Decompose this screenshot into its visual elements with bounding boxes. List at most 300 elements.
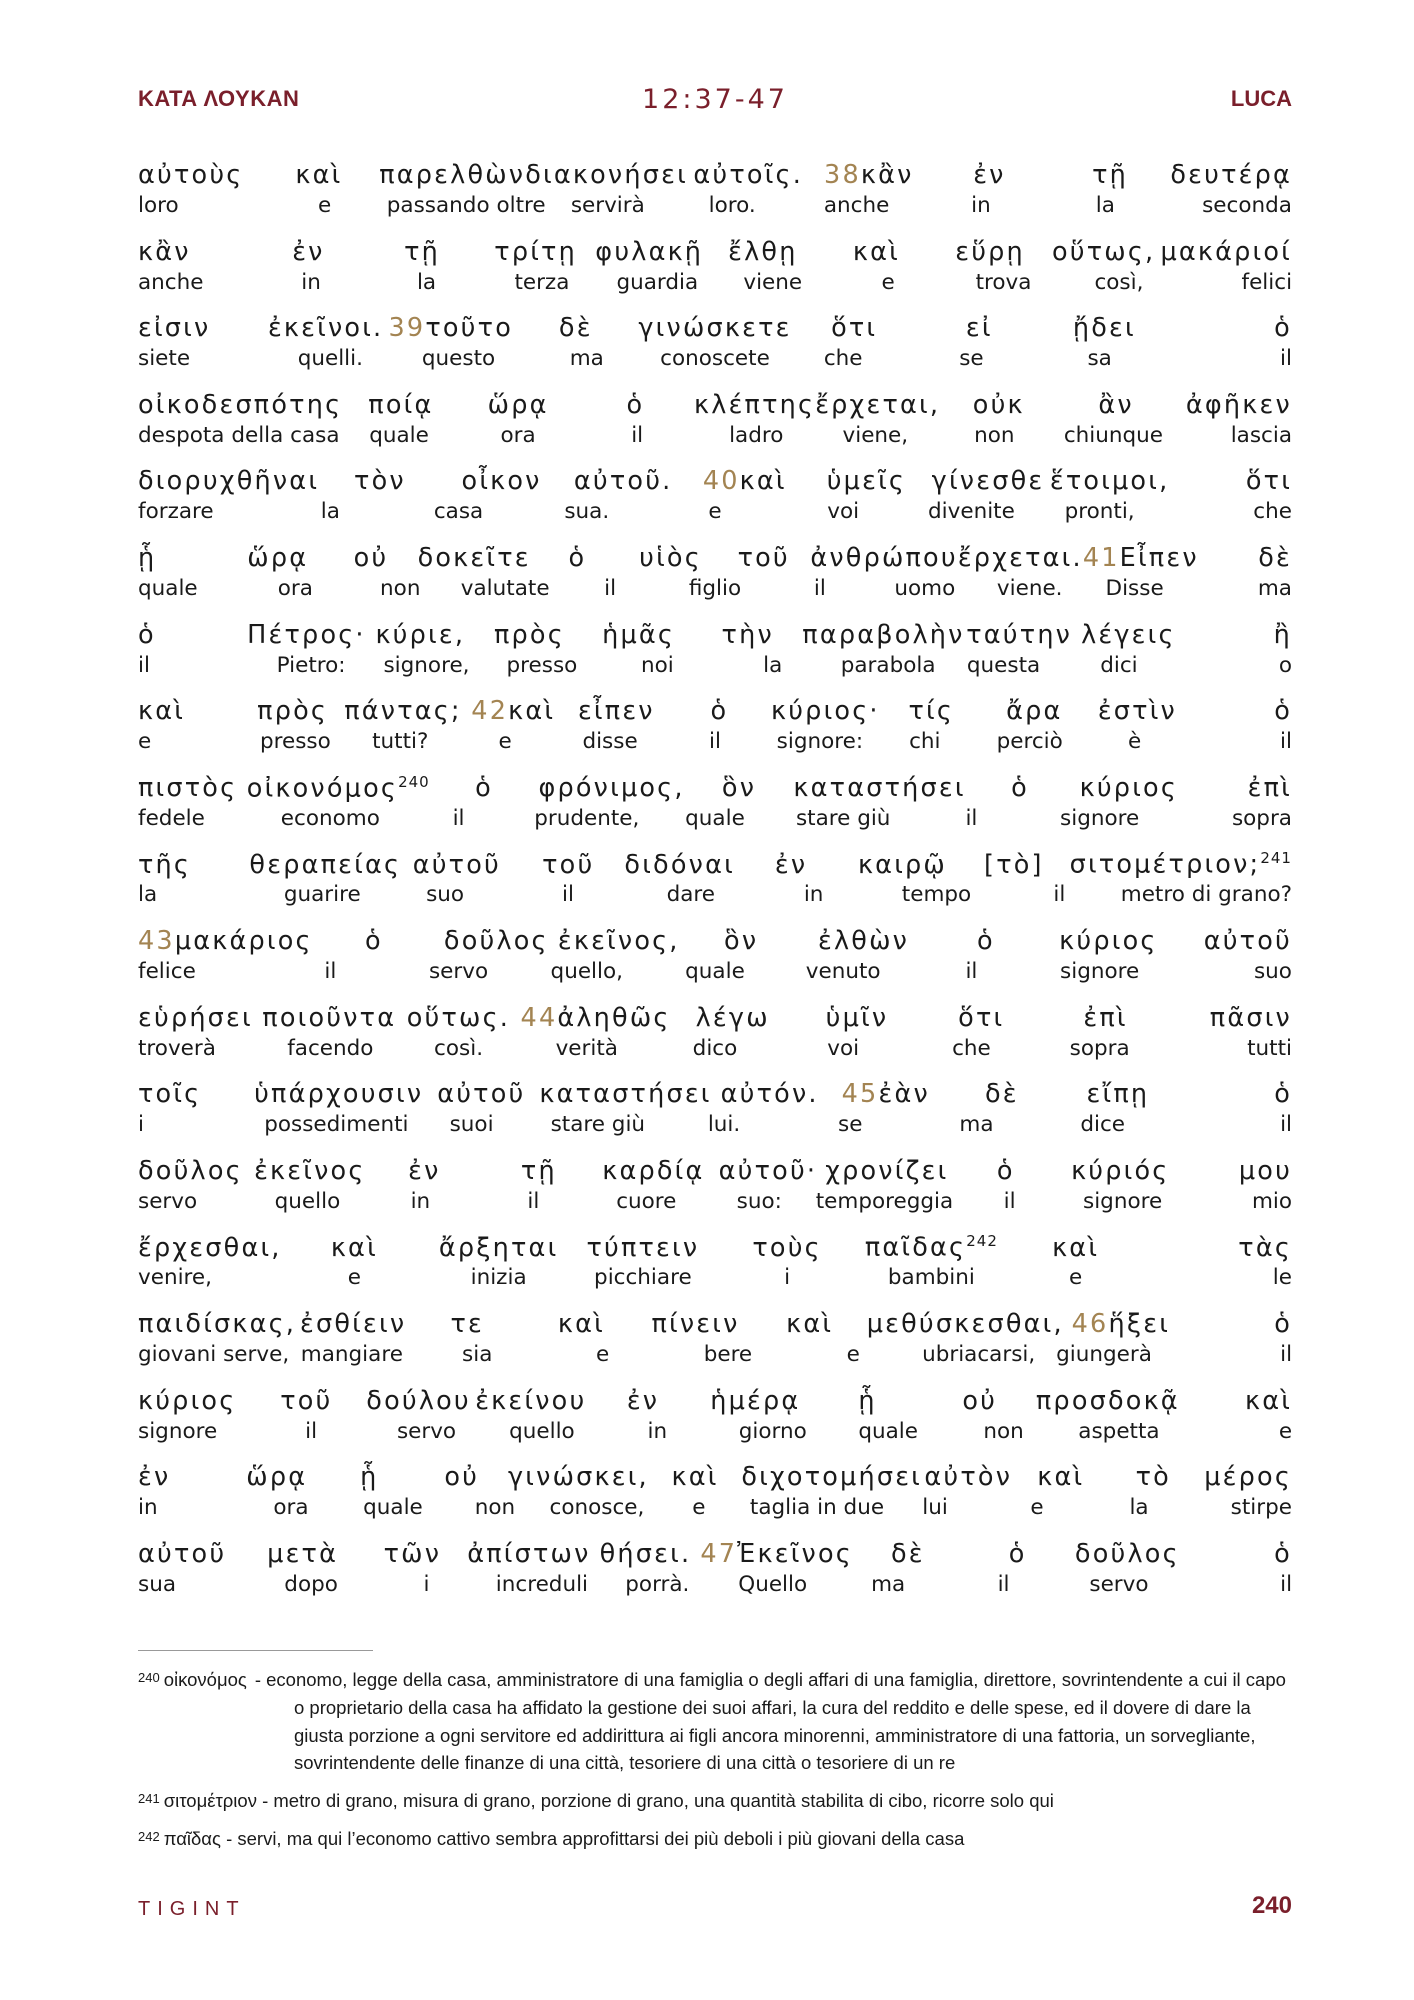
italian-word: non <box>474 1495 516 1521</box>
greek-word: τοῖς <box>138 1079 202 1110</box>
italian-word: dopo <box>284 1571 338 1597</box>
interlinear-line <box>138 390 1292 467</box>
italian-word: sa <box>1087 346 1112 372</box>
italian-word: suo <box>1253 958 1292 984</box>
greek-word: [τὸ] <box>984 849 1044 880</box>
italian-word: possedimenti <box>264 1112 409 1138</box>
italian-word: pronti, <box>1064 499 1135 525</box>
italian-word: venuto <box>805 958 881 984</box>
greek-word: θήσει. <box>599 1538 692 1569</box>
italian-word: il <box>324 958 337 984</box>
greek-word: τῶν <box>383 1538 442 1569</box>
greek-word: κλέπτης <box>694 389 816 420</box>
italian-word: valutate <box>460 575 550 601</box>
footnotes <box>138 1666 1298 1863</box>
verse-number: 40 <box>702 466 740 497</box>
italian-line <box>138 959 1292 989</box>
greek-word: αὐτοῖς. <box>693 160 804 190</box>
italian-word: prudente, <box>534 805 640 831</box>
italian-word: in <box>301 269 321 295</box>
greek-word: ἄρξηται <box>438 1232 559 1263</box>
interlinear-line <box>138 1232 1292 1309</box>
interlinear-line <box>138 1386 1292 1463</box>
italian-word: lascia <box>1230 422 1293 448</box>
italian-word: chiunque <box>1063 422 1164 448</box>
italian-word: non <box>983 1418 1024 1444</box>
italian-word: suo <box>426 882 465 908</box>
greek-word: ὃν <box>721 773 757 804</box>
greek-word: ἂν <box>1098 389 1134 420</box>
italian-word: lui. <box>707 1112 741 1138</box>
italian-word: quale <box>685 958 745 984</box>
italian-line <box>138 1189 1292 1219</box>
italian-word: è <box>1127 729 1142 755</box>
greek-line <box>138 1462 1292 1496</box>
italian-word: quale <box>369 422 429 448</box>
greek-word: ἀνθρώπου <box>810 542 958 573</box>
greek-word: καρδίᾳ <box>602 1155 705 1186</box>
greek-word: ἄρα <box>1006 696 1063 727</box>
greek-word: ἐσθίειν <box>300 1308 407 1339</box>
greek-word: εὑρήσει <box>138 1002 253 1033</box>
italian-word: giovani serve, <box>138 1341 290 1367</box>
italian-word: e <box>881 269 895 295</box>
italian-word: tempo <box>901 882 972 908</box>
greek-word: ἐν <box>626 1385 660 1416</box>
italian-word: verità <box>555 1035 618 1061</box>
italian-word: il <box>561 882 574 908</box>
greek-word: ὥρᾳ <box>487 389 549 420</box>
greek-word: ὁ <box>1008 1538 1027 1569</box>
italian-word: il <box>1280 1571 1293 1597</box>
italian-word: e <box>138 729 152 755</box>
greek-word: ἔλθῃ <box>728 236 798 267</box>
greek-word: φυλακῇ <box>595 236 704 267</box>
italian-word: il <box>138 652 150 678</box>
verse-number: 47 <box>700 1538 738 1569</box>
greek-word: δὲ <box>558 313 593 344</box>
italian-line <box>138 499 1292 529</box>
italian-word: che <box>952 1035 991 1061</box>
interlinear-line <box>138 620 1292 697</box>
italian-line <box>138 270 1292 300</box>
italian-word: dare <box>666 882 715 908</box>
greek-word: 45ἐὰν <box>841 1079 930 1110</box>
greek-word: τύπτειν <box>586 1232 700 1263</box>
italian-word: despota della casa <box>138 422 340 448</box>
book-title-greek: ΚΑΤΑ ΛΟΥΚΑΝ <box>138 86 300 111</box>
italian-word: in <box>803 882 824 908</box>
italian-word: e <box>317 193 332 218</box>
greek-word: τοῦ <box>280 1385 333 1416</box>
greek-word: ὁ <box>710 696 729 727</box>
greek-word: ποιοῦντα <box>262 1002 397 1033</box>
greek-word: ὁ <box>996 1155 1015 1186</box>
italian-word: signore <box>1060 805 1140 831</box>
greek-word: ὁ <box>1274 1538 1292 1569</box>
greek-word: δοῦλος <box>443 925 549 956</box>
italian-word: e <box>498 729 512 755</box>
italian-word: sua. <box>564 499 610 525</box>
greek-word: ποίᾳ <box>368 389 434 420</box>
greek-word: δοῦλος <box>1074 1538 1180 1569</box>
italian-word: questa <box>966 652 1041 678</box>
italian-word: quale <box>363 1495 423 1521</box>
greek-word: δούλου <box>366 1385 471 1416</box>
italian-word: in <box>971 193 991 218</box>
footnote-term: οἰκονόμος <box>163 1669 247 1690</box>
italian-word: troverà <box>138 1035 216 1061</box>
italian-word: ora <box>277 575 313 601</box>
italian-word: dici <box>1100 652 1138 678</box>
greek-word: εὕρῃ <box>955 236 1025 267</box>
italian-word: picchiare <box>594 1265 692 1291</box>
footnote-number: 240 <box>138 1670 160 1685</box>
greek-word: τίς <box>908 696 954 727</box>
greek-line <box>138 1386 1292 1420</box>
greek-word: ἐν <box>774 849 808 880</box>
italian-line <box>138 1572 1292 1602</box>
italian-word: tutti? <box>372 729 429 755</box>
greek-word: οὐ <box>444 1462 480 1493</box>
greek-word: ὁ <box>475 773 493 804</box>
italian-word: quello <box>274 1188 341 1214</box>
greek-word: λέγεις <box>1081 619 1176 650</box>
greek-line <box>138 849 1292 883</box>
italian-word: noi <box>640 652 674 678</box>
italian-word: anche <box>138 269 204 295</box>
italian-line <box>138 806 1292 836</box>
footnote-ref[interactable]: 242 <box>966 1232 998 1251</box>
italian-word: uomo <box>894 575 956 601</box>
greek-word: ὁ <box>138 619 156 650</box>
greek-word: ὁ <box>977 925 995 956</box>
italian-word: Disse <box>1105 575 1164 601</box>
greek-word: ἡμέρᾳ <box>710 1385 801 1416</box>
italian-word: signore <box>1060 958 1140 984</box>
italian-line <box>138 1495 1292 1525</box>
italian-word: ora <box>273 1495 309 1521</box>
greek-word: καὶ <box>330 1232 378 1263</box>
greek-word: μεθύσκεσθαι, <box>866 1308 1064 1339</box>
italian-word: in <box>138 1495 158 1521</box>
italian-word: la <box>416 269 437 295</box>
greek-word: ἡμᾶς <box>602 619 676 650</box>
greek-word: ἐκεῖνος, <box>557 925 680 956</box>
italian-word: disse <box>582 729 638 755</box>
greek-word: ταύτην <box>966 619 1073 650</box>
greek-word: τῇ <box>520 1155 557 1186</box>
greek-word: ὥρᾳ <box>246 1462 308 1493</box>
interlinear-line <box>138 1156 1292 1233</box>
italian-word: cuore <box>616 1188 677 1214</box>
interlinear-line <box>138 543 1292 620</box>
footnote-ref[interactable]: 240 <box>398 772 430 791</box>
italian-word: il <box>1280 729 1292 755</box>
greek-word: κἂν <box>138 236 191 267</box>
greek-line <box>138 543 1292 577</box>
italian-word: mio <box>1251 1188 1293 1214</box>
greek-word: εἴπῃ <box>1086 1079 1150 1110</box>
italian-word: ladro <box>729 422 784 448</box>
greek-word: τοῦ <box>542 849 595 880</box>
greek-word: διχοτομήσει <box>741 1462 923 1493</box>
italian-line <box>138 1036 1292 1066</box>
footnote-number: 241 <box>138 1791 160 1806</box>
greek-line <box>138 390 1292 424</box>
footnote-ref[interactable]: 241 <box>1260 849 1292 868</box>
italian-word: presso <box>259 729 331 755</box>
italian-word: e <box>1278 1418 1293 1444</box>
italian-word: ma <box>1257 575 1292 601</box>
verse-number: 43 <box>138 925 175 956</box>
italian-word: suoi <box>449 1112 494 1138</box>
italian-word: servo <box>396 1418 457 1444</box>
italian-word: e <box>595 1341 610 1367</box>
italian-word: in <box>410 1188 431 1214</box>
italian-word: ma <box>569 346 604 372</box>
italian-word: bere <box>703 1341 753 1367</box>
greek-line <box>138 1309 1292 1343</box>
greek-word: καὶ <box>786 1308 834 1339</box>
italian-word: forzare <box>138 499 214 525</box>
italian-word: così. <box>434 1035 484 1061</box>
italian-word: la <box>763 652 783 678</box>
greek-word: ἀφῆκεν <box>1185 389 1292 420</box>
italian-word: quale <box>138 575 198 601</box>
greek-word: υἱὸς <box>639 542 702 573</box>
greek-word: ὁ <box>365 925 383 956</box>
greek-word: ᾗ <box>138 542 157 573</box>
italian-word: passando oltre <box>386 193 546 218</box>
greek-word: δοκεῖτε <box>417 542 531 573</box>
interlinear-line <box>138 1309 1292 1386</box>
italian-word: giorno <box>738 1418 807 1444</box>
greek-word: θεραπείας <box>249 849 402 880</box>
greek-word: μακάριοί <box>1160 236 1293 267</box>
italian-word: casa <box>433 499 484 525</box>
greek-word: αὐτοῦ· <box>718 1155 818 1186</box>
greek-word: τὸ <box>1135 1462 1171 1493</box>
interlinear-line <box>138 466 1292 543</box>
interlinear-line <box>138 313 1292 390</box>
italian-word: servirà <box>570 193 645 218</box>
greek-word: γινώσκει, <box>508 1462 649 1493</box>
italian-word: non <box>974 422 1015 448</box>
italian-line <box>138 1265 1292 1295</box>
greek-word: ἀπίστων <box>467 1538 591 1569</box>
book-title-italian: LUCA <box>1230 86 1292 111</box>
greek-word: δὲ <box>1258 542 1292 573</box>
italian-word: increduli <box>495 1571 589 1597</box>
italian-word: stare giù <box>550 1112 646 1138</box>
italian-word: i <box>423 1571 430 1597</box>
interlinear-line <box>138 1003 1292 1080</box>
greek-word: ἐκείνου <box>475 1385 587 1416</box>
greek-word: παρελθὼν <box>379 160 526 190</box>
italian-word: stare giù <box>795 805 891 831</box>
footnote-text: - servi, ma qui l’economo cattivo sembra approfittarsi dei più deboli i più giovani della casa <box>226 1827 965 1849</box>
italian-word: figlio <box>688 575 742 601</box>
italian-line <box>138 653 1292 683</box>
footnote <box>138 1787 1298 1815</box>
italian-word: se <box>838 1112 863 1138</box>
greek-word: ὁ <box>568 542 587 573</box>
italian-word: trova <box>975 269 1032 295</box>
greek-word: 47Ἐκεῖνος <box>700 1538 853 1569</box>
interlinear-line <box>138 1079 1292 1156</box>
greek-word: χρονίζει <box>825 1155 949 1186</box>
italian-word: il <box>1280 346 1292 372</box>
greek-word: ἐλθὼν <box>818 925 910 956</box>
greek-word: οὐ <box>962 1385 998 1416</box>
greek-word: αὐτόν. <box>720 1079 819 1110</box>
greek-word: αὐτοὺς <box>138 160 244 190</box>
greek-word: σιτομέτριον;$^{241}$ <box>1069 849 1292 880</box>
greek-line <box>138 1003 1292 1037</box>
greek-word: ὁ <box>1011 773 1029 804</box>
italian-word: la <box>138 882 158 908</box>
greek-word: κύριος <box>138 1385 237 1416</box>
italian-word: lui <box>922 1495 948 1521</box>
greek-word: 43μακάριος <box>138 925 313 956</box>
greek-word: πρὸς <box>257 696 329 727</box>
italian-line <box>138 423 1292 453</box>
verse-number: 46 <box>1071 1308 1109 1339</box>
greek-word: Πέτρος· <box>247 619 366 650</box>
italian-word: porrà. <box>625 1571 690 1597</box>
publisher-mark: TIGINT <box>138 1898 246 1920</box>
greek-word: δευτέρᾳ <box>1170 160 1293 190</box>
italian-word: mangiare <box>300 1341 403 1367</box>
greek-word: ὅτι <box>831 313 878 344</box>
verse-number: 42 <box>471 696 509 727</box>
italian-word: in <box>647 1418 668 1444</box>
greek-word: γινώσκετε <box>638 313 792 344</box>
greek-word: μου <box>1238 1155 1293 1186</box>
greek-word: καὶ <box>671 1462 719 1493</box>
greek-line <box>138 1079 1292 1113</box>
greek-line <box>138 160 1292 194</box>
greek-word: ὁ <box>1274 1079 1293 1110</box>
greek-word: καιρῷ <box>857 849 947 880</box>
greek-word: ὁ <box>1274 696 1293 727</box>
italian-word: viene <box>743 269 803 295</box>
greek-word: ἐστὶν <box>1097 696 1177 727</box>
italian-word: signore <box>138 1418 218 1444</box>
italian-word: sopra <box>1069 1035 1130 1061</box>
greek-word: ἕτοιμοι, <box>1049 466 1170 497</box>
italian-word: che <box>1253 499 1292 525</box>
italian-word: seconda <box>1202 193 1292 218</box>
italian-word: il <box>452 805 465 831</box>
greek-word: πίνειν <box>651 1308 740 1339</box>
greek-line <box>138 696 1292 730</box>
greek-word: αὐτοῦ <box>1203 925 1292 956</box>
greek-word: καὶ <box>1037 1462 1085 1493</box>
greek-word: εἰσιν <box>138 313 211 344</box>
italian-word: il <box>305 1418 318 1444</box>
greek-word: 42καὶ <box>471 696 556 727</box>
italian-word: signore <box>1083 1188 1163 1214</box>
greek-word: ἔρχεται, <box>815 389 941 420</box>
greek-line <box>138 926 1292 960</box>
greek-word: ᾔδει <box>1072 313 1136 344</box>
greek-word: οἰκοδεσπότης <box>138 389 343 420</box>
italian-word: e <box>1069 1265 1083 1291</box>
italian-word: le <box>1272 1265 1292 1291</box>
italian-word: conoscete <box>660 346 770 372</box>
footnote-text: - economo, legge della casa, amministratore di una famiglia o degli affari di una famiglia, direttore, sovrintendente a cui il capo o proprietario della casa ha affidato la gestione dei suoi affari, la cura del reddito e delle spese, ed il dovere di dare la giusta porzione a ogni servitore ed addirittura ai figli ancora minorenni, amministratore di una fattoria, un sorvegliante, sovrintendente delle finanze di una città, tesoriere di una città o tesoriere di un re <box>254 1669 1286 1774</box>
italian-line <box>138 193 1292 223</box>
greek-word: καὶ <box>852 236 900 267</box>
italian-word: i <box>138 1112 144 1138</box>
greek-word: οὐ <box>353 542 389 573</box>
greek-word: τοὺς <box>752 1232 822 1263</box>
greek-word: γίνεσθε <box>931 466 1045 497</box>
greek-word: εἰ <box>965 313 993 344</box>
verse-number: 39 <box>388 313 426 344</box>
greek-word: διδόναι <box>624 849 735 880</box>
greek-word: 38κἂν <box>824 160 914 190</box>
interlinear-line <box>138 160 1292 237</box>
greek-word: ὁ <box>626 389 645 420</box>
italian-word: quello <box>509 1418 575 1444</box>
italian-word: felice <box>138 958 196 984</box>
page-header <box>138 86 1292 118</box>
greek-word: εἶπεν <box>577 696 655 727</box>
greek-word: οὕτως. <box>406 1002 511 1033</box>
greek-word: μέρος <box>1204 1462 1293 1493</box>
italian-word: non <box>380 575 421 601</box>
greek-word: αὐτοῦ <box>138 1538 227 1569</box>
greek-word: 46ἥξει <box>1071 1308 1171 1339</box>
italian-word: stirpe <box>1230 1495 1292 1521</box>
italian-word: e <box>846 1341 860 1367</box>
greek-word: ἐν <box>292 236 325 267</box>
greek-word: τὴν <box>721 619 774 650</box>
greek-word: τε <box>450 1308 485 1339</box>
greek-word: ἐπὶ <box>1083 1002 1128 1033</box>
greek-line <box>138 773 1292 807</box>
greek-word: καταστήσει <box>793 773 966 804</box>
italian-word: che <box>823 346 863 372</box>
italian-word: il <box>709 729 721 755</box>
greek-word: καὶ <box>557 1308 605 1339</box>
verse-number: 44 <box>520 1002 558 1033</box>
italian-word: o <box>1278 652 1293 678</box>
italian-word: giungerà <box>1056 1341 1152 1367</box>
greek-word: ᾗ <box>360 1462 379 1493</box>
italian-word: divenite <box>928 499 1015 525</box>
italian-word: loro. <box>708 193 756 218</box>
verse-number: 45 <box>841 1079 879 1110</box>
interlinear-line <box>138 1539 1292 1616</box>
italian-word: ubriacarsi, <box>922 1341 1036 1367</box>
italian-word: felici <box>1241 269 1293 295</box>
italian-word: chi <box>909 729 941 755</box>
interlinear-line <box>138 926 1292 1003</box>
italian-word: servo <box>138 1188 198 1214</box>
italian-word: terza <box>514 269 570 295</box>
italian-word: quale <box>858 1418 918 1444</box>
greek-word: διορυχθῆναι <box>138 466 320 497</box>
italian-word: perciò <box>996 729 1063 755</box>
greek-word: ὑμεῖς <box>826 466 907 497</box>
italian-word: il <box>1053 882 1066 908</box>
italian-word: sopra <box>1231 805 1292 831</box>
italian-word: il <box>965 805 978 831</box>
